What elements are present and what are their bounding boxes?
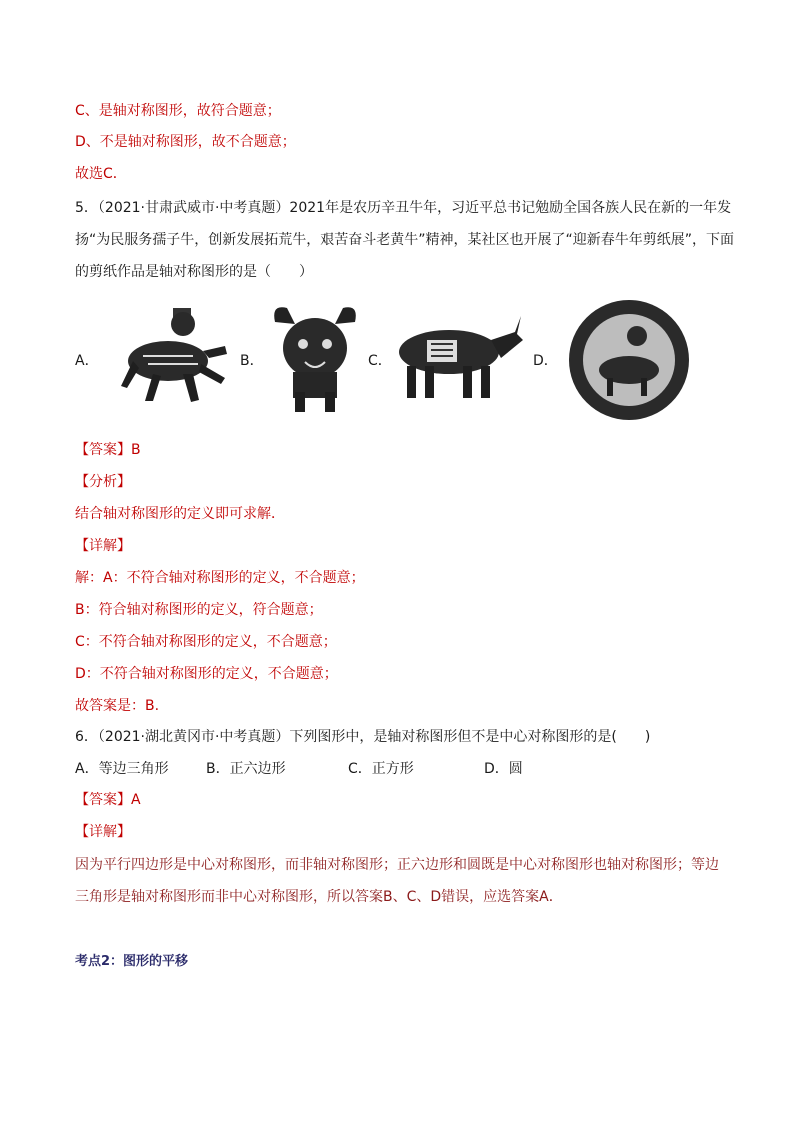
q6-option-a: A．等边三角形 (75, 761, 169, 777)
detail-5-c: C：不符合轴对称图形的定义，不合题意； (75, 634, 337, 650)
analysis-5-text: 结合轴对称图形的定义即可求解． (75, 506, 285, 522)
solution-conclusion: 故选C． (75, 166, 127, 182)
detail-6-line-2: 三角形是轴对称图形而非中心对称图形，所以答案B、C、D错误，应选答案A． (75, 889, 563, 905)
option-b-label: B． (240, 353, 264, 369)
analysis-5-heading: 【分析】 (75, 474, 131, 490)
detail-5-conclusion: 故答案是：B. (75, 698, 160, 714)
detail-5-heading: 【详解】 (75, 538, 131, 554)
q6-option-d: D．圆 (484, 761, 523, 777)
detail-6-line-1: 因为平行四边形是中心对称图形，而非轴对称图形；正六边形和圆既是中心对称图形也轴对称图形；等边 (75, 857, 719, 873)
option-d-label: D． (533, 353, 558, 369)
papercut-ox-c-image (391, 310, 525, 402)
detail-5-a: 解：A：不符合轴对称图形的定义，不合题意； (75, 570, 365, 586)
papercut-ox-d-image (559, 296, 699, 424)
option-a-label: A． (75, 353, 99, 369)
answer-5: 【答案】B (75, 442, 141, 458)
detail-5-d: D：不符合轴对称图形的定义，不合题意； (75, 666, 338, 682)
kaodian-heading: 考点2：图形的平移 (75, 954, 189, 969)
question-5-line-2: 扬“为民服务孺子牛，创新发展拓荒牛，艰苦奋斗老黄牛”精神，某社区也开展了“迎新春牛年剪纸展”，下面 (75, 232, 735, 248)
solution-line-c: C、是轴对称图形，故符合题意； (75, 103, 281, 119)
question-5-line-1: 5．（2021·甘肃武威市·中考真题）2021年是农历辛丑牛年，习近平总书记勉励全国各族人民在新的一年发 (75, 200, 732, 216)
q6-option-b: B．正六边形 (206, 761, 286, 777)
detail-5-b: B：符合轴对称图形的定义，符合题意； (75, 602, 323, 618)
papercut-ox-a-image (113, 306, 233, 406)
detail-6-heading: 【详解】 (75, 824, 131, 840)
papercut-ox-b-image (265, 302, 365, 414)
q6-option-c: C．正方形 (348, 761, 414, 777)
question-5-line-3: 的剪纸作品是轴对称图形的是（ ） (75, 264, 313, 280)
answer-6: 【答案】A (75, 792, 141, 808)
question-6: 6．（2021·湖北黄冈市·中考真题）下列图形中，是轴对称图形但不是中心对称图形的是( ) (75, 729, 651, 745)
solution-line-d: D、不是轴对称图形，故不合题意； (75, 134, 296, 150)
option-c-label: C． (368, 353, 392, 369)
question-5-options (75, 306, 715, 422)
